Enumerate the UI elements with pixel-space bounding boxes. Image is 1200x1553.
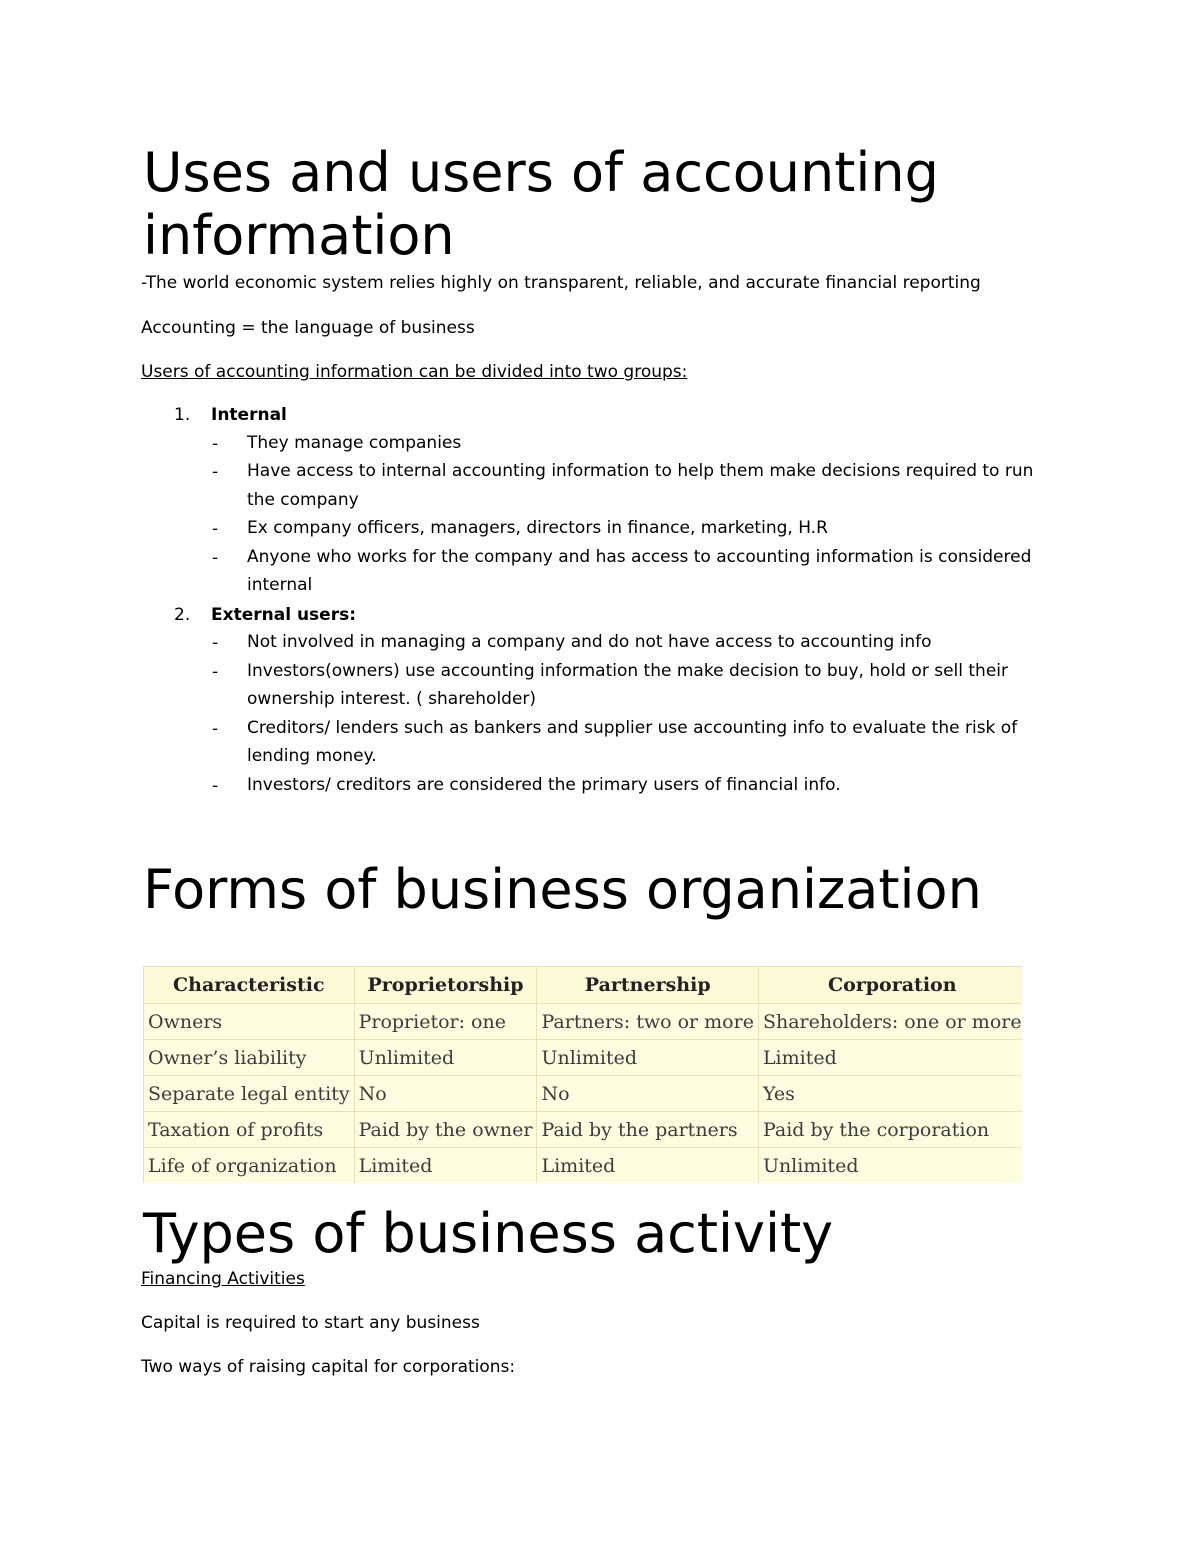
table-cell: Limited [354, 1148, 537, 1184]
heading-uses-and-users-line2: information [143, 204, 455, 267]
table-row [144, 1112, 1023, 1148]
table-cell: Partners: two or more [537, 1004, 758, 1040]
internal-bullet-continuation: the company [247, 490, 359, 510]
bullet-dash: - [212, 662, 219, 682]
intro-paragraph: -The world economic system relies highly on transparent, reliable, and accurate financial reporting [141, 273, 981, 293]
capital-paragraph: Capital is required to start any business [141, 1313, 480, 1333]
external-bullet: Investors/ creditors are considered the primary users of financial info. [247, 775, 841, 795]
external-bullet: Creditors/ lenders such as bankers and supplier use accounting info to evaluate the risk of [247, 718, 1018, 738]
raising-capital-paragraph: Two ways of raising capital for corporations: [141, 1357, 516, 1377]
bullet-dash: - [212, 719, 219, 739]
table-row [144, 1004, 1023, 1040]
bullet-dash: - [212, 548, 219, 568]
table-cell: Yes [758, 1076, 1022, 1112]
heading-uses-and-users-line1: Uses and users of accounting [143, 141, 939, 204]
table-cell: Paid by the partners [537, 1112, 758, 1148]
table-cell: No [354, 1076, 537, 1112]
bullet-dash: - [212, 462, 219, 482]
heading-types-of-business-activity: Types of business activity [143, 1202, 834, 1265]
internal-bullet: Have access to internal accounting information to help them make decisions required to run [247, 461, 1034, 481]
internal-title: Internal [211, 405, 287, 425]
column-header: Corporation [758, 967, 1022, 1004]
table-cell: Unlimited [354, 1040, 537, 1076]
table-row [144, 1040, 1023, 1076]
table-cell: Shareholders: one or more [758, 1004, 1022, 1040]
table-cell: Owners [144, 1004, 355, 1040]
table-cell: Separate legal entity [144, 1076, 355, 1112]
table-row [144, 1148, 1023, 1184]
table-cell: Paid by the owner [354, 1112, 537, 1148]
external-bullet: Investors(owners) use accounting information the make decision to buy, hold or sell their [247, 661, 1008, 681]
table-cell: Life of organization [144, 1148, 355, 1184]
external-bullet-continuation: lending money. [247, 746, 377, 766]
list-number: 1. [174, 405, 191, 425]
internal-bullet: They manage companies [247, 433, 462, 453]
bullet-dash: - [212, 776, 219, 796]
table-header-row [144, 967, 1023, 1004]
table-cell: Unlimited [537, 1040, 758, 1076]
column-header: Partnership [537, 967, 758, 1004]
column-header: Characteristic [144, 967, 355, 1004]
list-number: 2. [174, 605, 191, 625]
table-row [144, 1076, 1023, 1112]
heading-forms-of-business: Forms of business organization [143, 858, 982, 921]
internal-bullet: Ex company officers, managers, directors in finance, marketing, H.R [247, 518, 828, 538]
bullet-dash: - [212, 519, 219, 539]
internal-bullet-continuation: internal [247, 575, 313, 595]
internal-bullet: Anyone who works for the company and has access to accounting information is considered [247, 547, 1032, 567]
bullet-dash: - [212, 633, 219, 653]
table-cell: Paid by the corporation [758, 1112, 1022, 1148]
table-cell: Unlimited [758, 1148, 1022, 1184]
bullet-dash: - [212, 434, 219, 454]
external-bullet-continuation: ownership interest. ( shareholder) [247, 689, 537, 709]
table-cell: No [537, 1076, 758, 1112]
business-forms-table-image [143, 966, 1022, 1183]
column-header: Proprietorship [354, 967, 537, 1004]
business-forms-table [143, 966, 1022, 1183]
table-cell: Proprietor: one [354, 1004, 537, 1040]
groups-title: Users of accounting information can be divided into two groups: [141, 362, 688, 382]
external-bullet: Not involved in managing a company and do not have access to accounting info [247, 632, 932, 652]
table-cell: Owner’s liability [144, 1040, 355, 1076]
definition-paragraph: Accounting = the language of business [141, 318, 475, 338]
external-title: External users: [211, 605, 356, 625]
table-cell: Limited [537, 1148, 758, 1184]
table-cell: Limited [758, 1040, 1022, 1076]
table-cell: Taxation of profits [144, 1112, 355, 1148]
financing-activities-subheading: Financing Activities [141, 1269, 305, 1289]
